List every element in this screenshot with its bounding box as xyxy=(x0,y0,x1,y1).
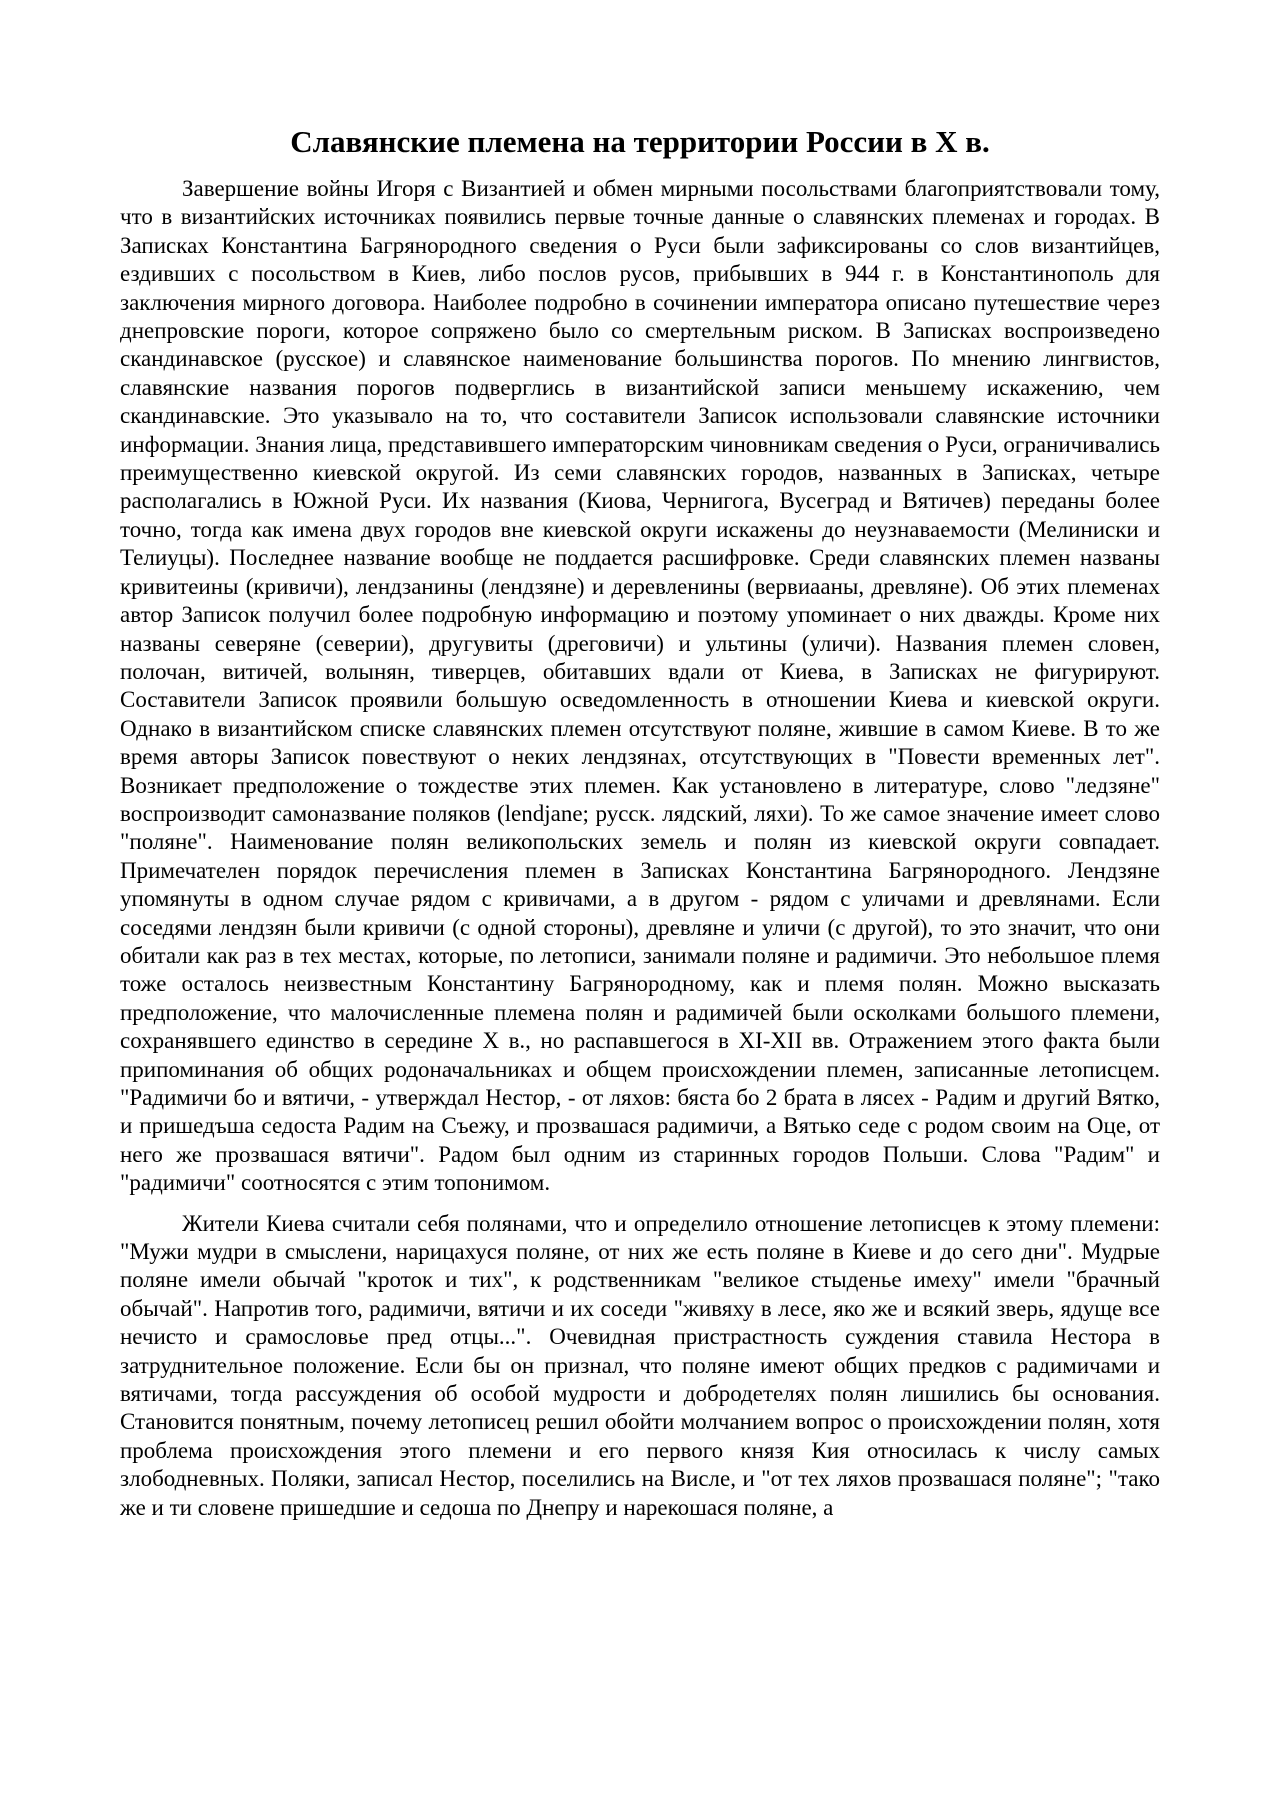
paragraph-2: Жители Киева считали себя полянами, что и определило отношение летописцев к этому племени: "Мужи мудри в смыслени, нарицахуся поляне, от них же есть поляне в Киеве и до сего дни". Мудрые поляне имели обычай "кроток и тих", к родственникам "великое стыденье имеху" имели "брачный обычай". Напротив того, радимичи, вятичи и их соседи "живяху в лесе, яко же и всякий зверь, ядуще все нечисто и срамословье пред отцы...". Очевидная пристрастность суждения ставила Нестора в затруднительное положение. Если бы он признал, что поляне имеют общих предков с радимичами и вятичами, тогда рассуждения об особой мудрости и добродетелях полян лишились бы основания. Становится понятным, почему летописец решил обойти молчанием вопрос о происхождении полян, хотя проблема происхождения этого племени и его первого князя Кия относилась к числу самых злободневных. Поляки, записал Нестор, поселились на Висле, и "от тех ляхов прозвашася поляне"; "тако же и ти словене пришедшие и седоша по Днепру и нарекошася поляне, а xyxy=(120,1210,1160,1520)
document-body xyxy=(120,175,1160,1534)
document-title: Славянские племена на территории России в X в. xyxy=(290,124,990,159)
paragraph-1: Завершение войны Игоря с Византией и обмен мирными посольствами благоприятствовали тому, что в византийских источниках появились первые точные данные о славянских племенах и городах. В Записках Константина Багрянородного сведения о Руси были зафиксированы со слов византийцев, ездивших с посольством в Киев, либо послов русов, прибывших в 944 г. в Константинополь для заключения мирного договора. Наиболее подробно в сочинении императора описано путешествие через днепровские пороги, которое сопряжено было со смертельным риском. В Записках воспроизведено скандинавское (русское) и славянское наименование большинства порогов. По мнению лингвистов, славянские названия порогов подверглись в византийской записи меньшему искажению, чем скандинавские. Это указывало на то, что составители Записок использовали славянские источники информации. Знания лица, представившего императорским чиновникам сведения о Руси, ограничивались преимущественно киевской округой. Из семи славянских городов, названных в Записках, четыре располагались в Южной Руси. Их названия (Киова, Чернигога, Вусеград и Вятичев) переданы более точно, тогда как имена двух городов вне киевской округи искажены до неузнаваемости (Мелиниски и Телиуцы). Последнее название вообще не поддается расшифровке. Среди славянских племен названы кривитеины (кривичи), лендзанины (лендзяне) и деревленины (вервиааны, древляне). Об этих племенах автор Записок получил более подробную информацию и поэтому упоминает о них дважды. Кроме них названы северяне (северии), другувиты (дреговичи) и ультины (уличи). Названия племен словен, полочан, витичей, волынян, тиверцев, обитавших вдали от Киева, в Записках не фигурируют. Составители Записок проявили большую осведомленность в отношении Киева и киевской округи. Однако в византийском списке славянских племен отсутствуют поляне, жившие в самом Киеве. В то же время авторы Записок повествуют о неких лендзянах, отсутствующих в "Повести временных лет". Возникает предположение о тождестве этих племен. Как установлено в литературе, слово "ледзяне" воспроизводит самоназвание поляков (lendjane; русск. лядский, ляхи). То же самое значение имеет слово "поляне". Наименование полян великопольских земель и полян из киевской округи совпадает. Примечателен порядок перечисления племен в Записках Константина Багрянородного. Лендзяне упомянуты в одном случае рядом с кривичами, а в другом - рядом с уличами и древлянами. Если соседями лендзян были кривичи (с одной стороны), древляне и уличи (с другой), то это значит, что они обитали как раз в тех местах, которые, по летописи, занимали поляне и радимичи. Это небольшое племя тоже осталось неизвестным Константину Багрянородному, как и племя полян. Можно высказать предположение, что малочисленные племена полян и радимичей были осколками большого племени, сохранявшего единство в середине X в., но распавшегося в XI-XII вв. Отражением этого факта были припоминания об общих родоначальниках и общем происхождении племен, записанные летописцем. "Радимичи бо и вятичи, - утверждал Нестор, - от ляхов: бяста бо 2 брата в лясех - Радим и другий Вятко, и пришедъша седоста Радим на Съежу, и прозвашася радимичи, а Вятько седе с родом своим на Оце, от него же прозвашася вятичи". Радом был одним из старинных городов Польши. Слова "Радим" и "радимичи" соотносятся с этим топонимом. xyxy=(120,176,1160,1196)
